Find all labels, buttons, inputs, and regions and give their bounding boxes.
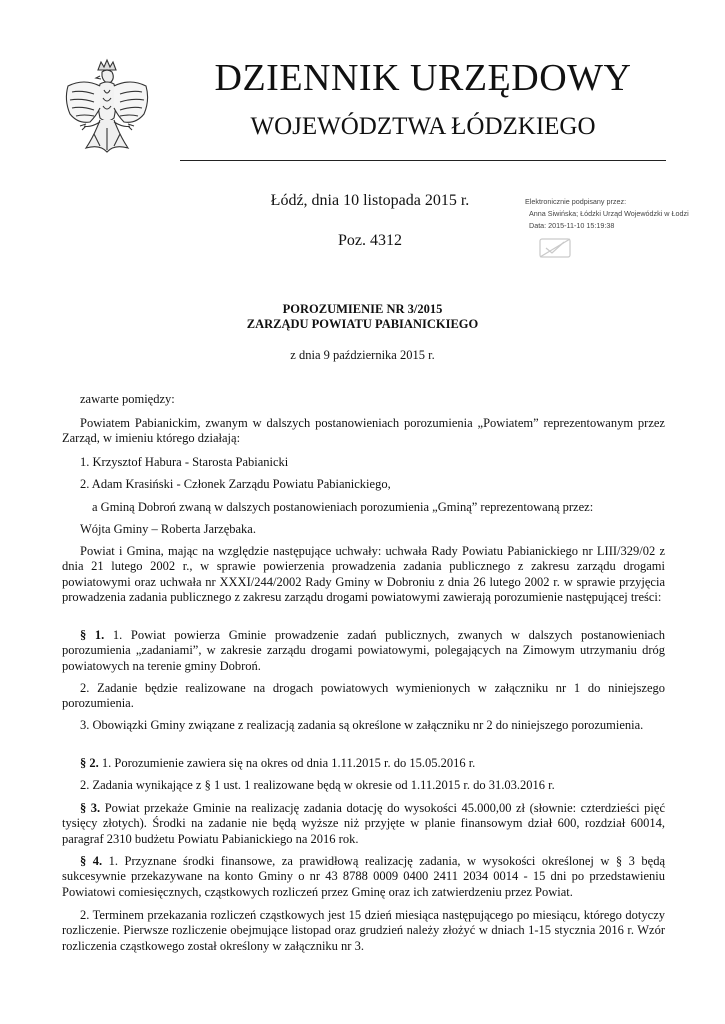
document-issuer: ZARZĄDU POWIATU PABIANICKIEGO bbox=[246, 317, 479, 331]
journal-subtitle: WOJEWÓDZTWA ŁÓDZKIEGO bbox=[250, 113, 596, 140]
signature-date: Data: 2015-11-10 15:19:38 bbox=[529, 221, 615, 230]
intro-line: zawarte pomiędzy: bbox=[80, 392, 175, 406]
section-1-para-1 bbox=[62, 628, 665, 674]
section-2-para-2: 2. Zadania wynikające z § 1 ust. 1 realizowane będą w okresie od 1.11.2015 r. do 31.03.2016 r. bbox=[80, 778, 555, 792]
party-gmina-representative: Wójta Gminy – Roberta Jarzębaka. bbox=[80, 522, 256, 536]
representative-1: 1. Krzysztof Habura - Starosta Pabianicki bbox=[80, 455, 289, 469]
document-date: z dnia 9 października 2015 r. bbox=[290, 348, 435, 362]
signature-check-icon bbox=[538, 236, 578, 260]
section-4-para-2: 2. Terminem przekazania rozliczeń cząstkowych jest 15 dzień miesiąca następującego po miesiącu, którego dotyczy rozliczenie. Pierwsze rozliczenie obejmujące listopad oraz grudzień należy złożyć w dniach 1-15 stycznia 2016 r. Wzór rozliczenia cząstkowego został określony w załączniku nr 3. bbox=[62, 908, 665, 953]
signature-label: Elektronicznie podpisany przez: bbox=[525, 197, 627, 206]
section-3-mark: § 3. bbox=[80, 801, 101, 815]
section-4-mark: § 4. bbox=[80, 854, 103, 868]
document-heading: POROZUMIENIE NR 3/2015 bbox=[282, 302, 443, 316]
header-divider bbox=[180, 160, 666, 161]
coat-of-arms-eagle-icon bbox=[60, 56, 154, 174]
section-4-para-1 bbox=[62, 854, 665, 900]
section-1-para-1-text: 1. Powiat powierza Gminie prowadzenie zadań publicznych, zwanych w dalszych postanowieniach porozumienia „zadaniami”, w zakresie zarządu drogami powiatowymi, polegających na Zimowym utrzymaniu dróg powiatowych na terenie gminy Dobroń. bbox=[62, 628, 666, 673]
preamble: Powiat i Gmina, mając na względzie następujące uchwały: uchwała Rady Powiatu Pabianickiego nr LIII/329/02 z dnia 21 lutego 2002 r., w sprawie powierzenia prowadzenia zadania publicznego z zakresu zarządu drogami powiatowymi oraz uchwała nr XXXI/244/2002 Rady Gminy w Dobroniu z dnia 26 lutego 2002 r. w sprawie przyjęcia prowadzenia zadania publicznego z zakresu zarządu drogami powiatowymi zawierają porozumienie następującej treści: bbox=[62, 544, 665, 605]
journal-title: DZIENNIK URZĘDOWY bbox=[214, 57, 632, 99]
party-powiat: Powiatem Pabianickim, zwanym w dalszych postanowieniach porozumienia „Powiatem” reprezentowanym przez Zarząd, w imieniu którego działają: bbox=[62, 416, 665, 446]
position-number: Poz. 4312 bbox=[338, 232, 402, 249]
signature-signer: Anna Siwińska; Łódzki Urząd Wojewódzki w Łodzi bbox=[529, 209, 689, 218]
section-4-para-1-text: 1. Przyznane środki finansowe, za prawidłową realizację zadania, w wysokości określonej w § 3 będą sukcesywnie przekazywane na konto Gminy o nr 43 8788 0009 0400 2411 2034 0014 - 15 dni po przedstawieniu Powiatowi comiesięcznych, cząstkowych rozliczeń przez Gminę oraz ich zatwierdzeniu przez Powiat. bbox=[62, 854, 665, 899]
representative-2: 2. Adam Krasiński - Członek Zarządu Powiatu Pabianickiego, bbox=[80, 477, 391, 491]
electronic-signature bbox=[525, 196, 705, 232]
section-1-para-2: 2. Zadanie będzie realizowane na drogach powiatowych wymienionych w załączniku nr 1 do niniejszego porozumienia. bbox=[62, 681, 665, 711]
section-3-para-1 bbox=[62, 801, 665, 847]
section-3-para-1-text: Powiat przekaże Gminie na realizację zadania dotację do wysokości 45.000,00 zł (słownie: czterdzieści pięć tysięcy złotych). Środki na zadanie nie będą wyższe niż przyjęte w planie finansowym dział 600, rozdział 60014, paragraf 2310 budżetu Powiatu Pabianickiego na 2016 rok. bbox=[62, 801, 665, 846]
section-2-mark: § 2. bbox=[80, 756, 99, 770]
section-2-para-1-text: 1. Porozumienie zawiera się na okres od dnia 1.11.2015 r. do 15.05.2016 r. bbox=[98, 756, 476, 770]
party-gmina: a Gminą Dobroń zwaną w dalszych postanowieniach porozumienia „Gminą” reprezentowaną przez: bbox=[92, 500, 594, 514]
section-1-mark: § 1. bbox=[80, 628, 105, 642]
publication-date: Łódź, dnia 10 listopada 2015 r. bbox=[270, 192, 470, 209]
section-2-para-1 bbox=[62, 756, 665, 771]
section-1-para-3: 3. Obowiązki Gminy związane z realizacją zadania są określone w załączniku nr 2 do niniejszego porozumienia. bbox=[80, 718, 644, 732]
